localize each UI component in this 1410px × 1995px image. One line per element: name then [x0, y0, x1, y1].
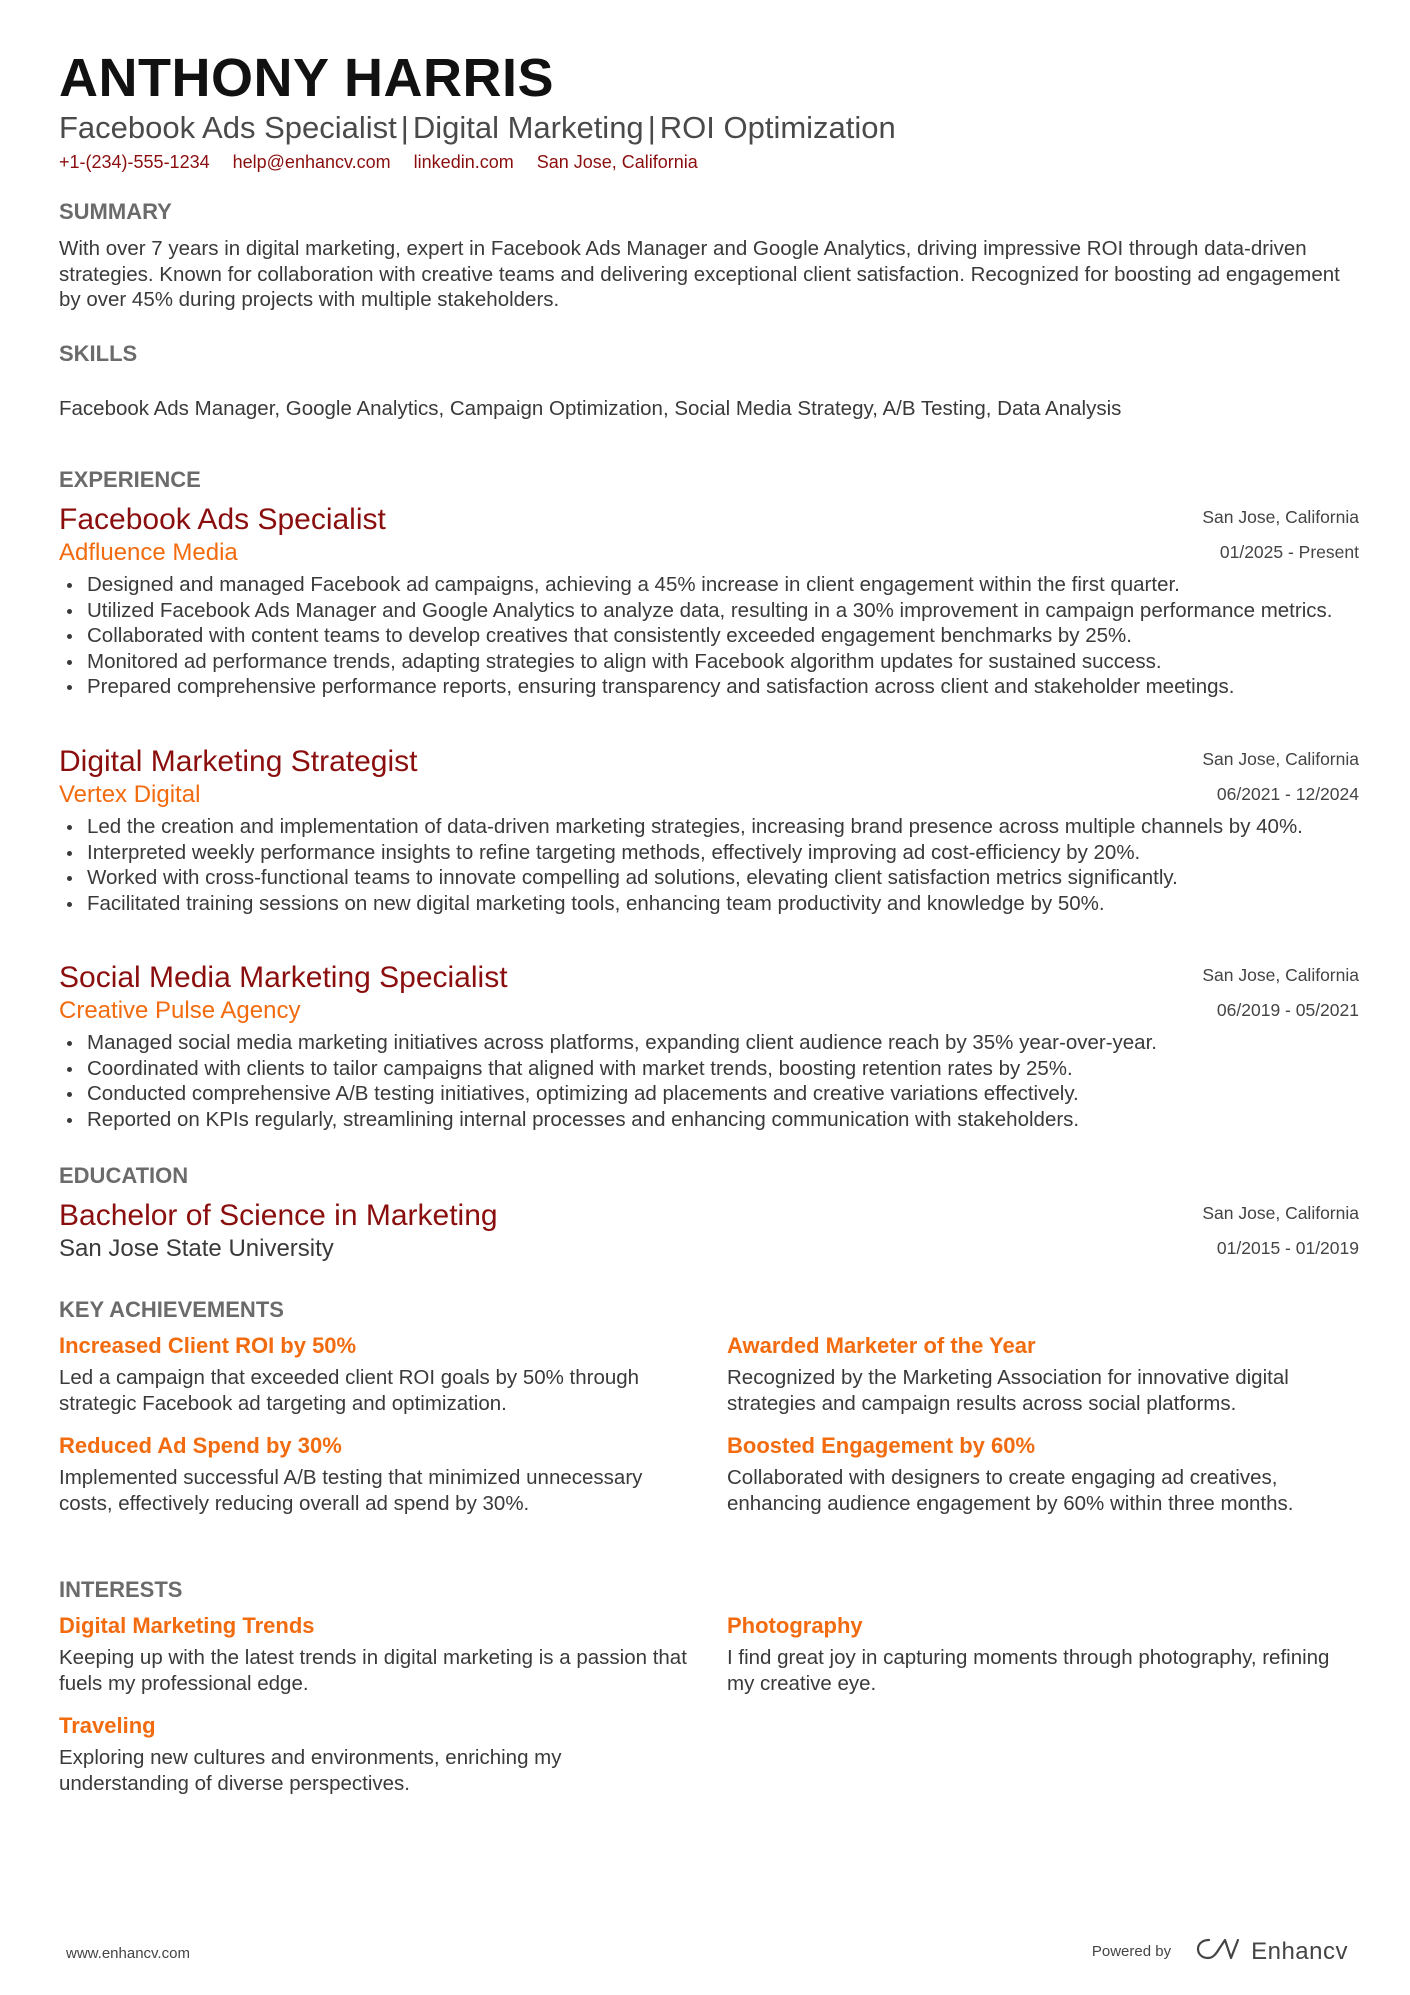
job-dates: 01/2025 - Present [1219, 542, 1359, 562]
achievement-text: Collaborated with designers to create engaging ad creatives, enhancing audience engagement by 60% within three months. [727, 1466, 1294, 1515]
interest-card [727, 1612, 1357, 1696]
job-location: San Jose, California [1202, 749, 1359, 769]
headline-part: Facebook Ads Specialist [59, 110, 397, 145]
headline-separator: | [400, 110, 409, 145]
bullet-item: Prepared comprehensive performance reports, ensuring transparency and satisfaction across client and stakeholder meetings. [59, 674, 1359, 700]
bullet-item: Collaborated with content teams to develop creatives that consistently exceeded engagement benchmarks by 25%. [59, 623, 1359, 649]
education-location: San Jose, California [1202, 1203, 1359, 1223]
interest-text: Keeping up with the latest trends in digital marketing is a passion that fuels my professional edge. [59, 1646, 687, 1695]
section-title-interests: INTERESTS [59, 1577, 183, 1602]
bullet-item: Facilitated training sessions on new digital marketing tools, enhancing team productivity and knowledge by 50%. [59, 891, 1359, 917]
company-name: Adfluence Media [59, 539, 238, 566]
email-link[interactable]: help@enhancv.com [232, 152, 391, 172]
section-title-experience: EXPERIENCE [59, 467, 201, 492]
contact-line [59, 151, 716, 173]
education-dates: 01/2015 - 01/2019 [1216, 1238, 1359, 1258]
achievement-title: Reduced Ad Spend by 30% [59, 1433, 342, 1458]
job-title: Facebook Ads Specialist [59, 503, 386, 536]
brand-link[interactable] [1195, 1936, 1348, 1967]
job-location: San Jose, California [1202, 507, 1359, 527]
job-dates: 06/2021 - 12/2024 [1216, 784, 1359, 804]
achievement-card [727, 1332, 1357, 1416]
candidate-name: ANTHONY HARRIS [59, 48, 555, 108]
section-title-achievements: KEY ACHIEVEMENTS [59, 1297, 284, 1322]
headline [59, 110, 896, 146]
experience-entry [59, 502, 1359, 700]
job-bullets [59, 814, 1359, 916]
enhancv-logo-icon [1195, 1936, 1241, 1967]
achievement-card [727, 1432, 1357, 1516]
experience-entry [59, 960, 1359, 1132]
bullet-item: Reported on KPIs regularly, streamlining internal processes and enhancing communication with stakeholders. [59, 1107, 1359, 1133]
bullet-item: Coordinated with clients to tailor campaigns that aligned with market trends, boosting retention rates by 25%. [59, 1056, 1359, 1082]
company-name: Vertex Digital [59, 781, 201, 808]
brand-name: Enhancv [1251, 1937, 1348, 1965]
footer-branding [1092, 1936, 1348, 1967]
powered-by-label: Powered by [1091, 1943, 1172, 1960]
school-name: San Jose State University [59, 1235, 334, 1262]
summary-text: With over 7 years in digital marketing, expert in Facebook Ads Manager and Google Analytics, driving impressive ROI through data-driven strategies. Known for collaboration with creative teams and delivering exceptional client satisfaction. Recognized for boosting ad engagement by over 45% during projects with multiple stakeholders. [59, 237, 1340, 311]
section-title-education: EDUCATION [59, 1163, 189, 1188]
interest-card [59, 1612, 689, 1696]
job-title: Digital Marketing Strategist [59, 745, 418, 778]
bullet-item: Managed social media marketing initiatives across platforms, expanding client audience reach by 35% year-over-year. [59, 1030, 1359, 1056]
company-name: Creative Pulse Agency [59, 997, 301, 1024]
bullet-item: Designed and managed Facebook ad campaigns, achieving a 45% increase in client engagement within the first quarter. [59, 572, 1359, 598]
phone-link[interactable]: +1-(234)-555-1234 [59, 152, 210, 172]
footer-website-link[interactable]: www.enhancv.com [66, 1945, 190, 1962]
job-dates: 06/2019 - 05/2021 [1216, 1000, 1359, 1020]
headline-part: Digital Marketing [412, 110, 644, 145]
achievement-text: Recognized by the Marketing Association for innovative digital strategies and campaign results across social platforms. [727, 1366, 1289, 1415]
degree-title: Bachelor of Science in Marketing [59, 1199, 498, 1232]
job-location: San Jose, California [1202, 965, 1359, 985]
bullet-item: Utilized Facebook Ads Manager and Google Analytics to analyze data, resulting in a 30% improvement in campaign performance metrics. [59, 598, 1359, 624]
bullet-item: Interpreted weekly performance insights to refine targeting methods, effectively improving ad cost-efficiency by 20%. [59, 840, 1359, 866]
achievement-text: Implemented successful A/B testing that minimized unnecessary costs, effectively reducing overall ad spend by 30%. [59, 1466, 643, 1515]
section-title-skills: SKILLS [59, 341, 138, 366]
achievement-card [59, 1332, 689, 1416]
interest-text: I find great joy in capturing moments through photography, refining my creative eye. [727, 1646, 1330, 1695]
interest-title: Traveling [59, 1713, 156, 1738]
achievement-title: Awarded Marketer of the Year [727, 1333, 1036, 1358]
section-title-summary: SUMMARY [59, 199, 172, 224]
bullet-item: Worked with cross-functional teams to innovate compelling ad solutions, elevating client satisfaction metrics significantly. [59, 865, 1359, 891]
interest-text: Exploring new cultures and environments, enriching my understanding of diverse perspectives. [59, 1746, 562, 1795]
headline-separator: | [647, 110, 656, 145]
education-entry [59, 1198, 1359, 1264]
bullet-item: Conducted comprehensive A/B testing initiatives, optimizing ad placements and creative variations effectively. [59, 1081, 1359, 1107]
interest-title: Photography [727, 1613, 863, 1638]
achievement-title: Increased Client ROI by 50% [59, 1333, 357, 1358]
linkedin-link[interactable]: linkedin.com [413, 152, 514, 172]
location-text: San Jose, California [536, 152, 698, 172]
headline-part: ROI Optimization [659, 110, 896, 145]
job-title: Social Media Marketing Specialist [59, 961, 508, 994]
achievement-title: Boosted Engagement by 60% [727, 1433, 1036, 1458]
bullet-item: Monitored ad performance trends, adapting strategies to align with Facebook algorithm updates for sustained success. [59, 649, 1359, 675]
interest-card [59, 1712, 689, 1796]
job-bullets [59, 572, 1359, 700]
bullet-item: Led the creation and implementation of data-driven marketing strategies, increasing brand presence across multiple channels by 40%. [59, 814, 1359, 840]
interest-title: Digital Marketing Trends [59, 1613, 315, 1638]
skills-text: Facebook Ads Manager, Google Analytics, Campaign Optimization, Social Media Strategy, A/B Testing, Data Analysis [59, 397, 1122, 420]
job-bullets [59, 1030, 1359, 1132]
experience-entry [59, 744, 1359, 916]
achievement-text: Led a campaign that exceeded client ROI goals by 50% through strategic Facebook ad targeting and optimization. [59, 1366, 640, 1415]
achievement-card [59, 1432, 689, 1516]
